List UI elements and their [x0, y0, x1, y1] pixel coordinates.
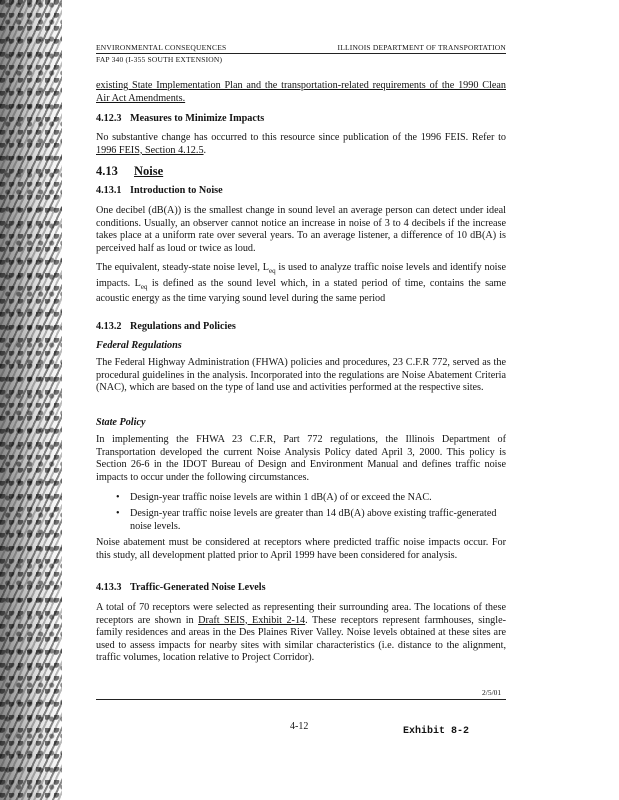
heading-4-13: [96, 164, 163, 179]
paragraph-4-12-3: [96, 132, 506, 157]
revision-date: 2/5/01: [482, 688, 502, 697]
paragraph-state: In implementing the FHWA 23 C.F.R, Part 772 regulations, the Illinois Department of Transportation developed the current Noise Analysis Policy dated April 3, 2000. This policy is Section 26-6 in the IDOT Bureau of Design and Environment Manual and defines traffic noise impacts to occur under the following circumstances.: [96, 434, 506, 483]
leq-text-b: is used to analyze traffic noise levels and identify noise impacts. L: [96, 262, 506, 289]
page-number: 4-12: [290, 721, 309, 732]
paragraph-decibel: One decibel (dB(A)) is the smallest change in sound level an average person can detect under ideal conditions. Usually, an observer cannot notice an increase in noise of 3 to 4 decibels if the increase takes place at a uniform rate over several years. To an average listener, a difference of 10 dB(A) is perceived half as loud or twice as loud.: [96, 205, 506, 254]
section-number: 4.13: [96, 164, 118, 178]
paragraph-tail: .: [203, 144, 207, 156]
paragraph-text: A total of 70 receptors were selected as representing their surrounding area. The locations of these receptors are shown in: [96, 602, 506, 626]
section-number: 4.13.1: [96, 185, 122, 196]
section-title: Noise: [134, 164, 164, 178]
list-item: [116, 508, 506, 533]
paragraph-receptors: [96, 602, 506, 665]
section-title: Regulations and Policies: [130, 321, 236, 332]
list-item: [116, 492, 506, 505]
heading-4-13-2: [96, 321, 236, 332]
section-title: Measures to Minimize Impacts: [130, 113, 265, 124]
heading-4-12-3: [96, 113, 264, 124]
bullet-text: Design-year traffic noise levels are within 1 dB(A) of or exceed the NAC.: [130, 492, 432, 503]
header-left: ENVIRONMENTAL CONSEQUENCES: [96, 43, 227, 52]
section-title: Traffic-Generated Noise Levels: [130, 582, 266, 593]
heading-4-13-3: [96, 582, 266, 593]
bullet-icon: •: [116, 492, 120, 503]
paragraph-leq: [96, 262, 506, 306]
scan-shadow-edge: [0, 0, 62, 800]
leq-subscript: eq: [140, 282, 148, 291]
exhibit-stamp: Exhibit 8-2: [403, 726, 470, 737]
section-number: 4.13.3: [96, 582, 122, 593]
section-title: Introduction to Noise: [130, 185, 223, 196]
paragraph-text: No substantive change has occurred to this resource since publication of the 1996 FEIS. Refer to: [96, 132, 506, 143]
leq-text-c: is defined as the sound level which, in a stated period of time, contains the same acoustic energy as the time varying sound level during the same period: [96, 277, 506, 305]
federal-regulations-heading: Federal Regulations: [96, 340, 182, 351]
paragraph-federal: The Federal Highway Administration (FHWA) policies and procedures, 23 C.F.R 772, served as the procedural guidelines in the analysis. Incorporated into the regulations are Noise Abatement Criteria (NAC), which are based on the type of land use and activities performed at the respective sites.: [96, 357, 506, 394]
exhibit-link[interactable]: Draft SEIS, Exhibit 2-14: [198, 614, 306, 626]
state-policy-heading: State Policy: [96, 417, 146, 428]
leq-text-a: The equivalent, steady-state noise level, L: [96, 262, 269, 273]
bullet-icon: •: [116, 508, 120, 519]
header-sub: FAP 340 (I-355 SOUTH EXTENSION): [96, 55, 223, 64]
feis-link[interactable]: 1996 FEIS, Section 4.12.5: [96, 144, 204, 156]
running-header: [96, 43, 506, 64]
bullet-text: Design-year traffic noise levels are greater than 14 dB(A) above existing traffic-generated noise levels.: [130, 508, 497, 532]
heading-4-13-1: [96, 185, 223, 196]
section-number: 4.13.2: [96, 321, 122, 332]
intro-paragraph: existing State Implementation Plan and the transportation-related requirements of the 1990 Clean Air Act Amendments.: [96, 80, 506, 104]
paragraph-abatement: Noise abatement must be considered at receptors where predicted traffic noise impacts occur. For this study, all development platted prior to April 1999 have been considered for analysis.: [96, 537, 506, 561]
header-right: ILLINOIS DEPARTMENT OF TRANSPORTATION: [337, 43, 506, 52]
section-number: 4.12.3: [96, 113, 122, 124]
leq-subscript: eq: [269, 267, 276, 276]
paragraph-tail: . These receptors represent farmhouses, single-family residences and areas in the Des Plaines River Valley. Noise levels obtained at these sites are used to assess impacts for nearby sites with similar characteristics (i.e. distance to the alignment, traffic volumes, location relative to Project Corridor).: [96, 614, 506, 664]
footer-rule: [96, 699, 506, 700]
